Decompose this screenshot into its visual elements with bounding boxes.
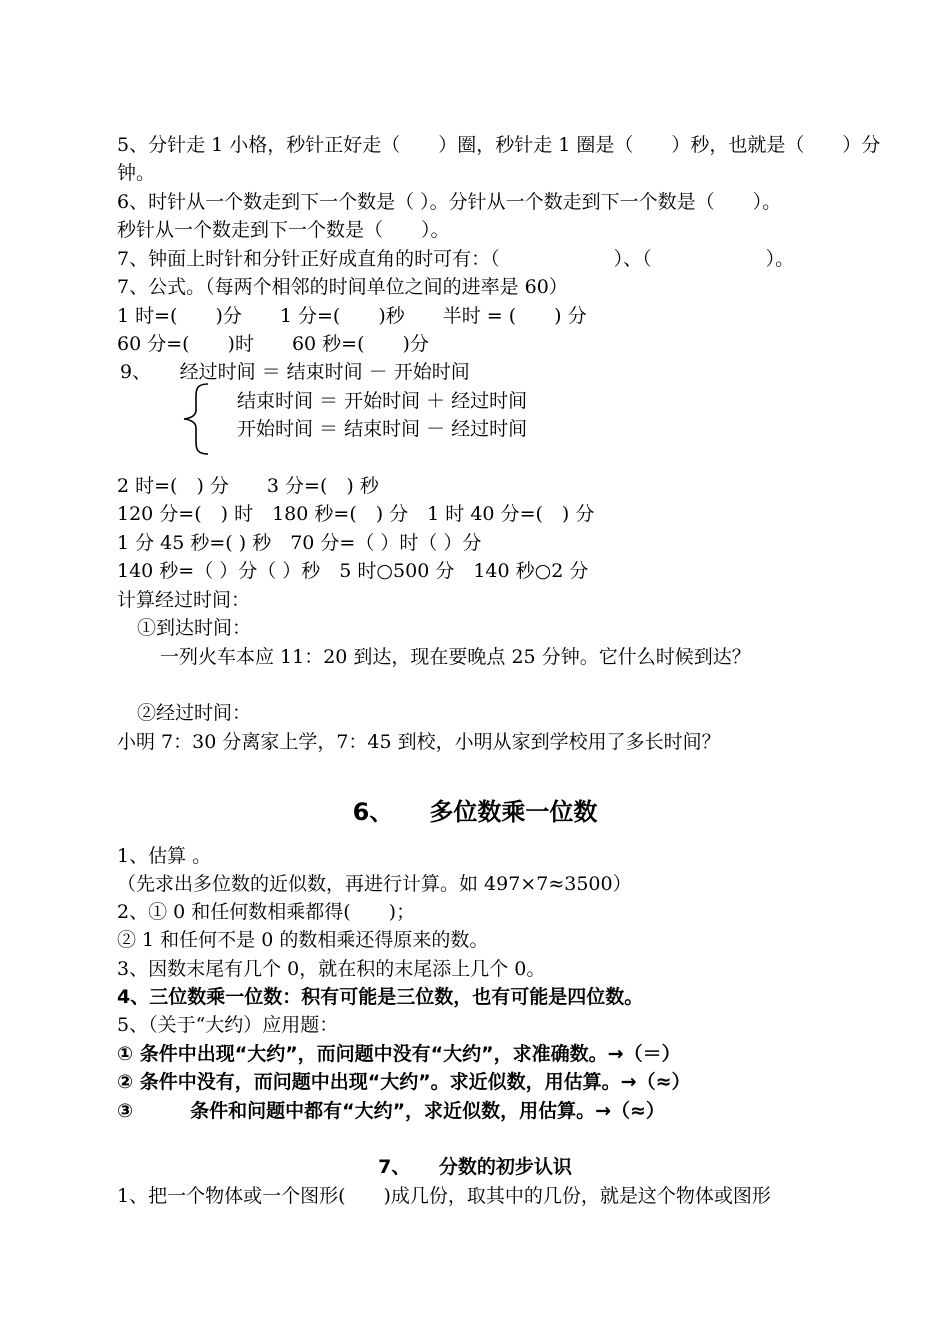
text-line: 140 秒=（ ）分（ ）秒 5 时○500 分 140 秒○2 分 xyxy=(117,560,589,582)
text-line: ②经过时间： xyxy=(137,702,252,724)
text-line: 5、分针走 1 小格，秒针正好走（ ）圈，秒针走 1 圈是（ ）秒，也就是（ ）分 xyxy=(117,134,881,156)
text-line: 3、因数末尾有几个 0，就在积的末尾添上几个 0。 xyxy=(117,958,546,980)
text-line: 1 时=( )分 1 分=( )秒 半时 = ( ) 分 xyxy=(117,305,587,327)
text-line: 1 分 45 秒=( ) 秒 70 分=（ ）时（ ）分 xyxy=(117,532,482,554)
formula-line: 结束时间 ＝ 开始时间 ＋ 经过时间 xyxy=(237,390,528,412)
formula-line: 开始时间 ＝ 结束时间 － 经过时间 xyxy=(237,418,528,440)
text-line: ② 1 和任何不是 0 的数相乘还得原来的数。 xyxy=(117,929,489,951)
left-brace-icon xyxy=(178,382,214,456)
text-line: 5、（关于“大约）应用题： xyxy=(117,1014,339,1036)
text-line: （先求出多位数的近似数，再进行计算。如 497×7≈3500） xyxy=(117,873,632,895)
bold-text-line: ① 条件中出现“大约”，而问题中没有“大约”，求准确数。→（＝） xyxy=(117,1043,681,1065)
text-line: 2、① 0 和任何数相乘都得( )； xyxy=(117,901,416,923)
bold-text-line: ② 条件中没有，而问题中出现“大约”。求近似数，用估算。→（≈） xyxy=(117,1071,691,1093)
section-6-title: 6、 多位数乘一位数 xyxy=(352,798,598,826)
text-line: 7、公式。（每两个相邻的时间单位之间的进率是 60） xyxy=(117,276,568,298)
text-line: 7、钟面上时针和分针正好成直角的时可有：（ ）、（ ）。 xyxy=(117,248,795,270)
formula-line: 9、 经过时间 ＝ 结束时间 － 开始时间 xyxy=(120,361,470,383)
text-line: 60 分=( )时 60 秒=( )分 xyxy=(117,333,429,355)
text-line: 小明 7：30 分离家上学，7：45 到校，小明从家到学校用了多长时间？ xyxy=(117,731,721,753)
text-line: 120 分=( ) 时 180 秒=( ) 分 1 时 40 分=( ) 分 xyxy=(117,503,595,525)
text-line: ①到达时间： xyxy=(137,617,252,639)
text-line: 秒针从一个数走到下一个数是（ ）。 xyxy=(117,219,450,241)
text-line: 钟。 xyxy=(117,162,156,184)
text-line: 一列火车本应 11：20 到达，现在要晚点 25 分钟。它什么时候到达？ xyxy=(160,646,751,668)
bold-text-line: 4、三位数乘一位数：积有可能是三位数，也有可能是四位数。 xyxy=(117,986,644,1008)
bold-text-line: ③ 条件和问题中都有“大约”，求近似数，用估算。→（≈） xyxy=(117,1100,665,1122)
text-line: 1、把一个物体或一个图形( )成几份，取其中的几份，就是这个物体或图形 xyxy=(117,1185,771,1207)
text-line: 6、时针从一个数走到下一个数是（ ）。分针从一个数走到下一个数是（ ）。 xyxy=(117,191,782,213)
text-line: 2 时=( ) 分 3 分=( ) 秒 xyxy=(117,475,379,497)
text-line: 1、估算 。 xyxy=(117,845,212,867)
section-7-title: 7、 分数的初步认识 xyxy=(378,1156,572,1178)
text-line: 计算经过时间： xyxy=(117,589,251,611)
